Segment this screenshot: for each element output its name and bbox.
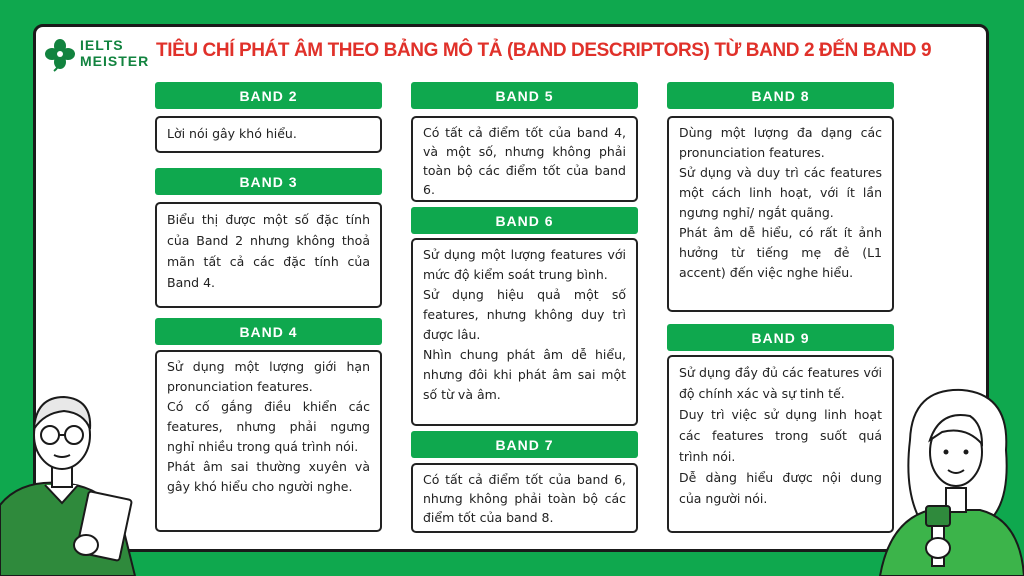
band-7-header: BAND 7 xyxy=(411,431,638,458)
band-8-box xyxy=(667,116,894,312)
band-5-header: BAND 5 xyxy=(411,82,638,109)
microphone-icon xyxy=(926,506,950,526)
band-5-box xyxy=(411,116,638,202)
band-8-line-3: Phát âm dễ hiểu, có rất ít ảnh hưởng từ tiếng mẹ đẻ (L1 accent) đến việc nghe hiểu. xyxy=(679,225,882,280)
band-4-line-3: Phát âm sai thường xuyên và gây khó hiểu cho người nghe. xyxy=(167,459,370,494)
band-7-box xyxy=(411,463,638,533)
band-2-line: Lời nói gây khó hiểu. xyxy=(167,126,297,141)
clover-logo-icon xyxy=(44,38,76,72)
band-2-header: BAND 2 xyxy=(155,82,382,109)
logo-line-1: IELTS xyxy=(80,37,124,53)
band-9-line-2: Duy trì việc sử dụng linh hoạt các features trong suốt quá trình nói. xyxy=(679,407,882,464)
ielts-meister-logo xyxy=(44,36,156,76)
band-4-line-1: Sử dụng một lượng giới hạn pronunciation features. xyxy=(167,359,370,394)
band-6-line-3: Nhìn chung phát âm dễ hiểu, nhưng đôi khi phát âm sai một số từ và âm. xyxy=(423,347,626,402)
band-4-box xyxy=(155,350,382,532)
band-4-line-2: Có cố gắng điều khiển các features, nhưng phải ngưng nghỉ nhiều trong quá trình nói. xyxy=(167,399,370,454)
band-3-box xyxy=(155,202,382,308)
band-8-header: BAND 8 xyxy=(667,82,894,109)
band-9-line-1: Sử dụng đầy đủ các features với độ chính xác và sự tinh tế. xyxy=(679,365,882,401)
band-3-header: BAND 3 xyxy=(155,168,382,195)
band-8-line-2: Sử dụng và duy trì các features một cách linh hoạt, với ít lần ngưng nghỉ/ ngắt quãng. xyxy=(679,165,882,220)
logo-line-2: MEISTER xyxy=(80,53,150,69)
band-6-header: BAND 6 xyxy=(411,207,638,234)
band-8-line-1: Dùng một lượng đa dạng các pronunciation features. xyxy=(679,125,882,160)
band-9-header: BAND 9 xyxy=(667,324,894,351)
band-6-box xyxy=(411,238,638,426)
page-title: TIÊU CHÍ PHÁT ÂM THEO BẢNG MÔ TẢ (BAND DESCRIPTORS) TỪ BAND 2 ĐẾN BAND 9 xyxy=(156,40,932,61)
band-9-line-3: Dễ dàng hiểu được nội dung của người nói. xyxy=(679,470,882,506)
band-3-line: Biểu thị được một số đặc tính của Band 2 nhưng không thoả mãn tất cả các đặc tính của Band 4. xyxy=(167,212,370,290)
band-6-line-2: Sử dụng hiệu quả một số features, nhưng không duy trì được lâu. xyxy=(423,287,626,342)
band-4-header: BAND 4 xyxy=(155,318,382,345)
band-5-line: Có tất cả điểm tốt của band 4, và một số, nhưng không phải toàn bộ các điểm tốt của band 6. xyxy=(423,125,626,197)
band-7-line: Có tất cả điểm tốt của band 6, nhưng không phải toàn bộ các điểm tốt của band 8. xyxy=(423,472,626,525)
band-6-line-1: Sử dụng một lượng features với mức độ kiểm soát trung bình. xyxy=(423,247,626,282)
band-9-box xyxy=(667,355,894,533)
woman-illustration xyxy=(870,380,1024,576)
band-2-box xyxy=(155,116,382,153)
man-illustration xyxy=(0,385,160,576)
